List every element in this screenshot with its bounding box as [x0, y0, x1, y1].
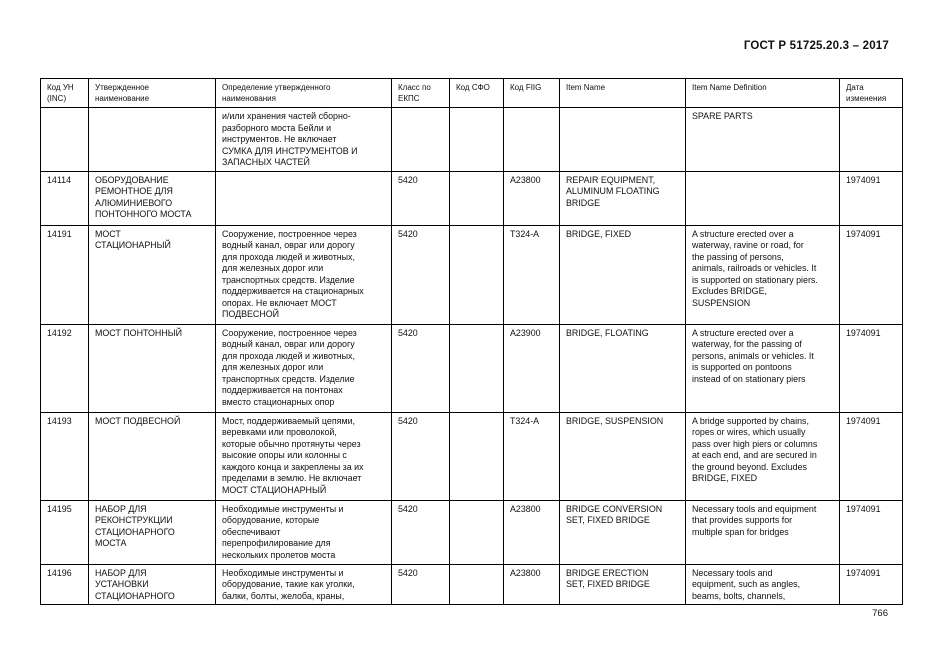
cell-ekps-class: 5420: [392, 171, 450, 225]
col-header-approved-name: Утвержденное наименование: [89, 79, 216, 108]
cell-sfo-code: [450, 500, 504, 564]
cell-fiig-code: A23900: [504, 324, 560, 412]
cell-name-definition: Сооружение, построенное через водный канал, овраг или дорогу для прохода людей и животных, для железных дорог или транспортных средств. Изделие поддерживается на понтонах вместо стационарных опор: [216, 324, 392, 412]
cell-fiig-code: A23800: [504, 171, 560, 225]
cell-approved-name: НАБОР ДЛЯ УСТАНОВКИ СТАЦИОНАРНОГО: [89, 564, 216, 605]
cell-ekps-class: 5420: [392, 225, 450, 324]
cell-ekps-class: 5420: [392, 412, 450, 500]
cell-item-name: BRIDGE, FIXED: [560, 225, 686, 324]
cell-item-name-definition: Necessary tools and equipment, such as angles, beams, bolts, channels,: [686, 564, 840, 605]
table-row: [41, 171, 903, 225]
cell-approved-name: МОСТ ПОНТОННЫЙ: [89, 324, 216, 412]
cell-item-name: REPAIR EQUIPMENT, ALUMINUM FLOATING BRIDGE: [560, 171, 686, 225]
cell-change-date: [840, 108, 903, 172]
cell-item-name-definition: [686, 171, 840, 225]
cell-item-name-definition: Necessary tools and equipment that provides supports for multiple span for bridges: [686, 500, 840, 564]
cell-sfo-code: [450, 171, 504, 225]
cell-ekps-class: 5420: [392, 500, 450, 564]
cell-approved-name: МОСТ ПОДВЕСНОЙ: [89, 412, 216, 500]
table-row: [41, 324, 903, 412]
cell-ekps-class: 5420: [392, 324, 450, 412]
cell-approved-name: ОБОРУДОВАНИЕ РЕМОНТНОЕ ДЛЯ АЛЮМИНИЕВОГО ПОНТОННОГО МОСТА: [89, 171, 216, 225]
cell-item-name: BRIDGE ERECTION SET, FIXED BRIDGE: [560, 564, 686, 605]
cell-inc-code: 14195: [41, 500, 89, 564]
cell-name-definition: и/или хранения частей сборно- разборного моста Бейли и инструментов. Не включает СУМКА ДЛЯ ИНСТРУМЕНТОВ И ЗАПАСНЫХ ЧАСТЕЙ: [216, 108, 392, 172]
table-row: [41, 564, 903, 605]
cell-sfo-code: [450, 412, 504, 500]
cell-item-name: BRIDGE, FLOATING: [560, 324, 686, 412]
cell-sfo-code: [450, 225, 504, 324]
cell-fiig-code: T324-A: [504, 412, 560, 500]
col-header-fiig-code: Код FIIG: [504, 79, 560, 108]
cell-fiig-code: A23800: [504, 564, 560, 605]
cell-item-name-definition: A bridge supported by chains, ropes or wires, which usually pass over high piers or columns at each end, and are secured in the ground beyond. Excludes BRIDGE, FIXED: [686, 412, 840, 500]
cell-inc-code: 14114: [41, 171, 89, 225]
cell-approved-name: НАБОР ДЛЯ РЕКОНСТРУКЦИИ СТАЦИОНАРНОГО МОСТА: [89, 500, 216, 564]
cell-name-definition: Необходимые инструменты и оборудование, которые обеспечивают перепрофилирование для нескольких пролетов моста: [216, 500, 392, 564]
cell-name-definition: Сооружение, построенное через водный канал, овраг или дорогу для прохода людей и животных, для железных дорог или транспортных средств. Изделие поддерживается на стационарных опорах. Не включает МОСТ ПОДВЕСНОЙ: [216, 225, 392, 324]
cell-item-name-definition: SPARE PARTS: [686, 108, 840, 172]
cell-change-date: 1974091: [840, 500, 903, 564]
cell-name-definition: [216, 171, 392, 225]
cell-inc-code: [41, 108, 89, 172]
cell-ekps-class: [392, 108, 450, 172]
cell-approved-name: МОСТ СТАЦИОНАРНЫЙ: [89, 225, 216, 324]
cell-ekps-class: 5420: [392, 564, 450, 605]
cell-approved-name: [89, 108, 216, 172]
cell-sfo-code: [450, 564, 504, 605]
table-row: [41, 412, 903, 500]
cell-change-date: 1974091: [840, 412, 903, 500]
col-header-item-name: Item Name: [560, 79, 686, 108]
cell-item-name: BRIDGE CONVERSION SET, FIXED BRIDGE: [560, 500, 686, 564]
col-header-ekps-class: Класс по ЕКПС: [392, 79, 450, 108]
cell-inc-code: 14193: [41, 412, 89, 500]
cell-change-date: 1974091: [840, 324, 903, 412]
cell-change-date: 1974091: [840, 171, 903, 225]
cell-inc-code: 14191: [41, 225, 89, 324]
table-row: [41, 225, 903, 324]
table-row: [41, 108, 903, 172]
cell-item-name-definition: A structure erected over a waterway, ravine or road, for the passing of persons, animals, railroads or vehicles. It is supported on stationary piers. Excludes BRIDGE, SUSPENSION: [686, 225, 840, 324]
supply-items-table: [40, 78, 903, 605]
cell-item-name-definition: A structure erected over a waterway, for the passing of persons, animals or vehicles. It is supported on pontoons instead of on stationary piers: [686, 324, 840, 412]
col-header-item-name-definition: Item Name Definition: [686, 79, 840, 108]
table-row: [41, 500, 903, 564]
col-header-sfo-code: Код СФО: [450, 79, 504, 108]
cell-change-date: 1974091: [840, 564, 903, 605]
cell-fiig-code: A23800: [504, 500, 560, 564]
table-header-row: [41, 79, 903, 108]
cell-fiig-code: [504, 108, 560, 172]
cell-fiig-code: T324-A: [504, 225, 560, 324]
document-title: ГОСТ Р 51725.20.3 – 2017: [743, 40, 889, 52]
col-header-name-definition: Определение утвержденного наименования: [216, 79, 392, 108]
cell-name-definition: Мост, поддерживаемый цепями, веревками или проволокой, которые обычно протянуты через высокие опоры или колонны с каждого конца и закреплены за их пределами в землю. Не включает МОСТ СТАЦИОНАРНЫЙ: [216, 412, 392, 500]
cell-sfo-code: [450, 108, 504, 172]
cell-item-name: BRIDGE, SUSPENSION: [560, 412, 686, 500]
cell-item-name: [560, 108, 686, 172]
cell-change-date: 1974091: [840, 225, 903, 324]
page-number: 766: [872, 608, 888, 619]
cell-name-definition: Необходимые инструменты и оборудование, такие как уголки, балки, болты, желоба, краны,: [216, 564, 392, 605]
col-header-inc-code: Код УН (INC): [41, 79, 89, 108]
cell-sfo-code: [450, 324, 504, 412]
cell-inc-code: 14192: [41, 324, 89, 412]
cell-inc-code: 14196: [41, 564, 89, 605]
col-header-change-date: Дата изменения: [840, 79, 903, 108]
